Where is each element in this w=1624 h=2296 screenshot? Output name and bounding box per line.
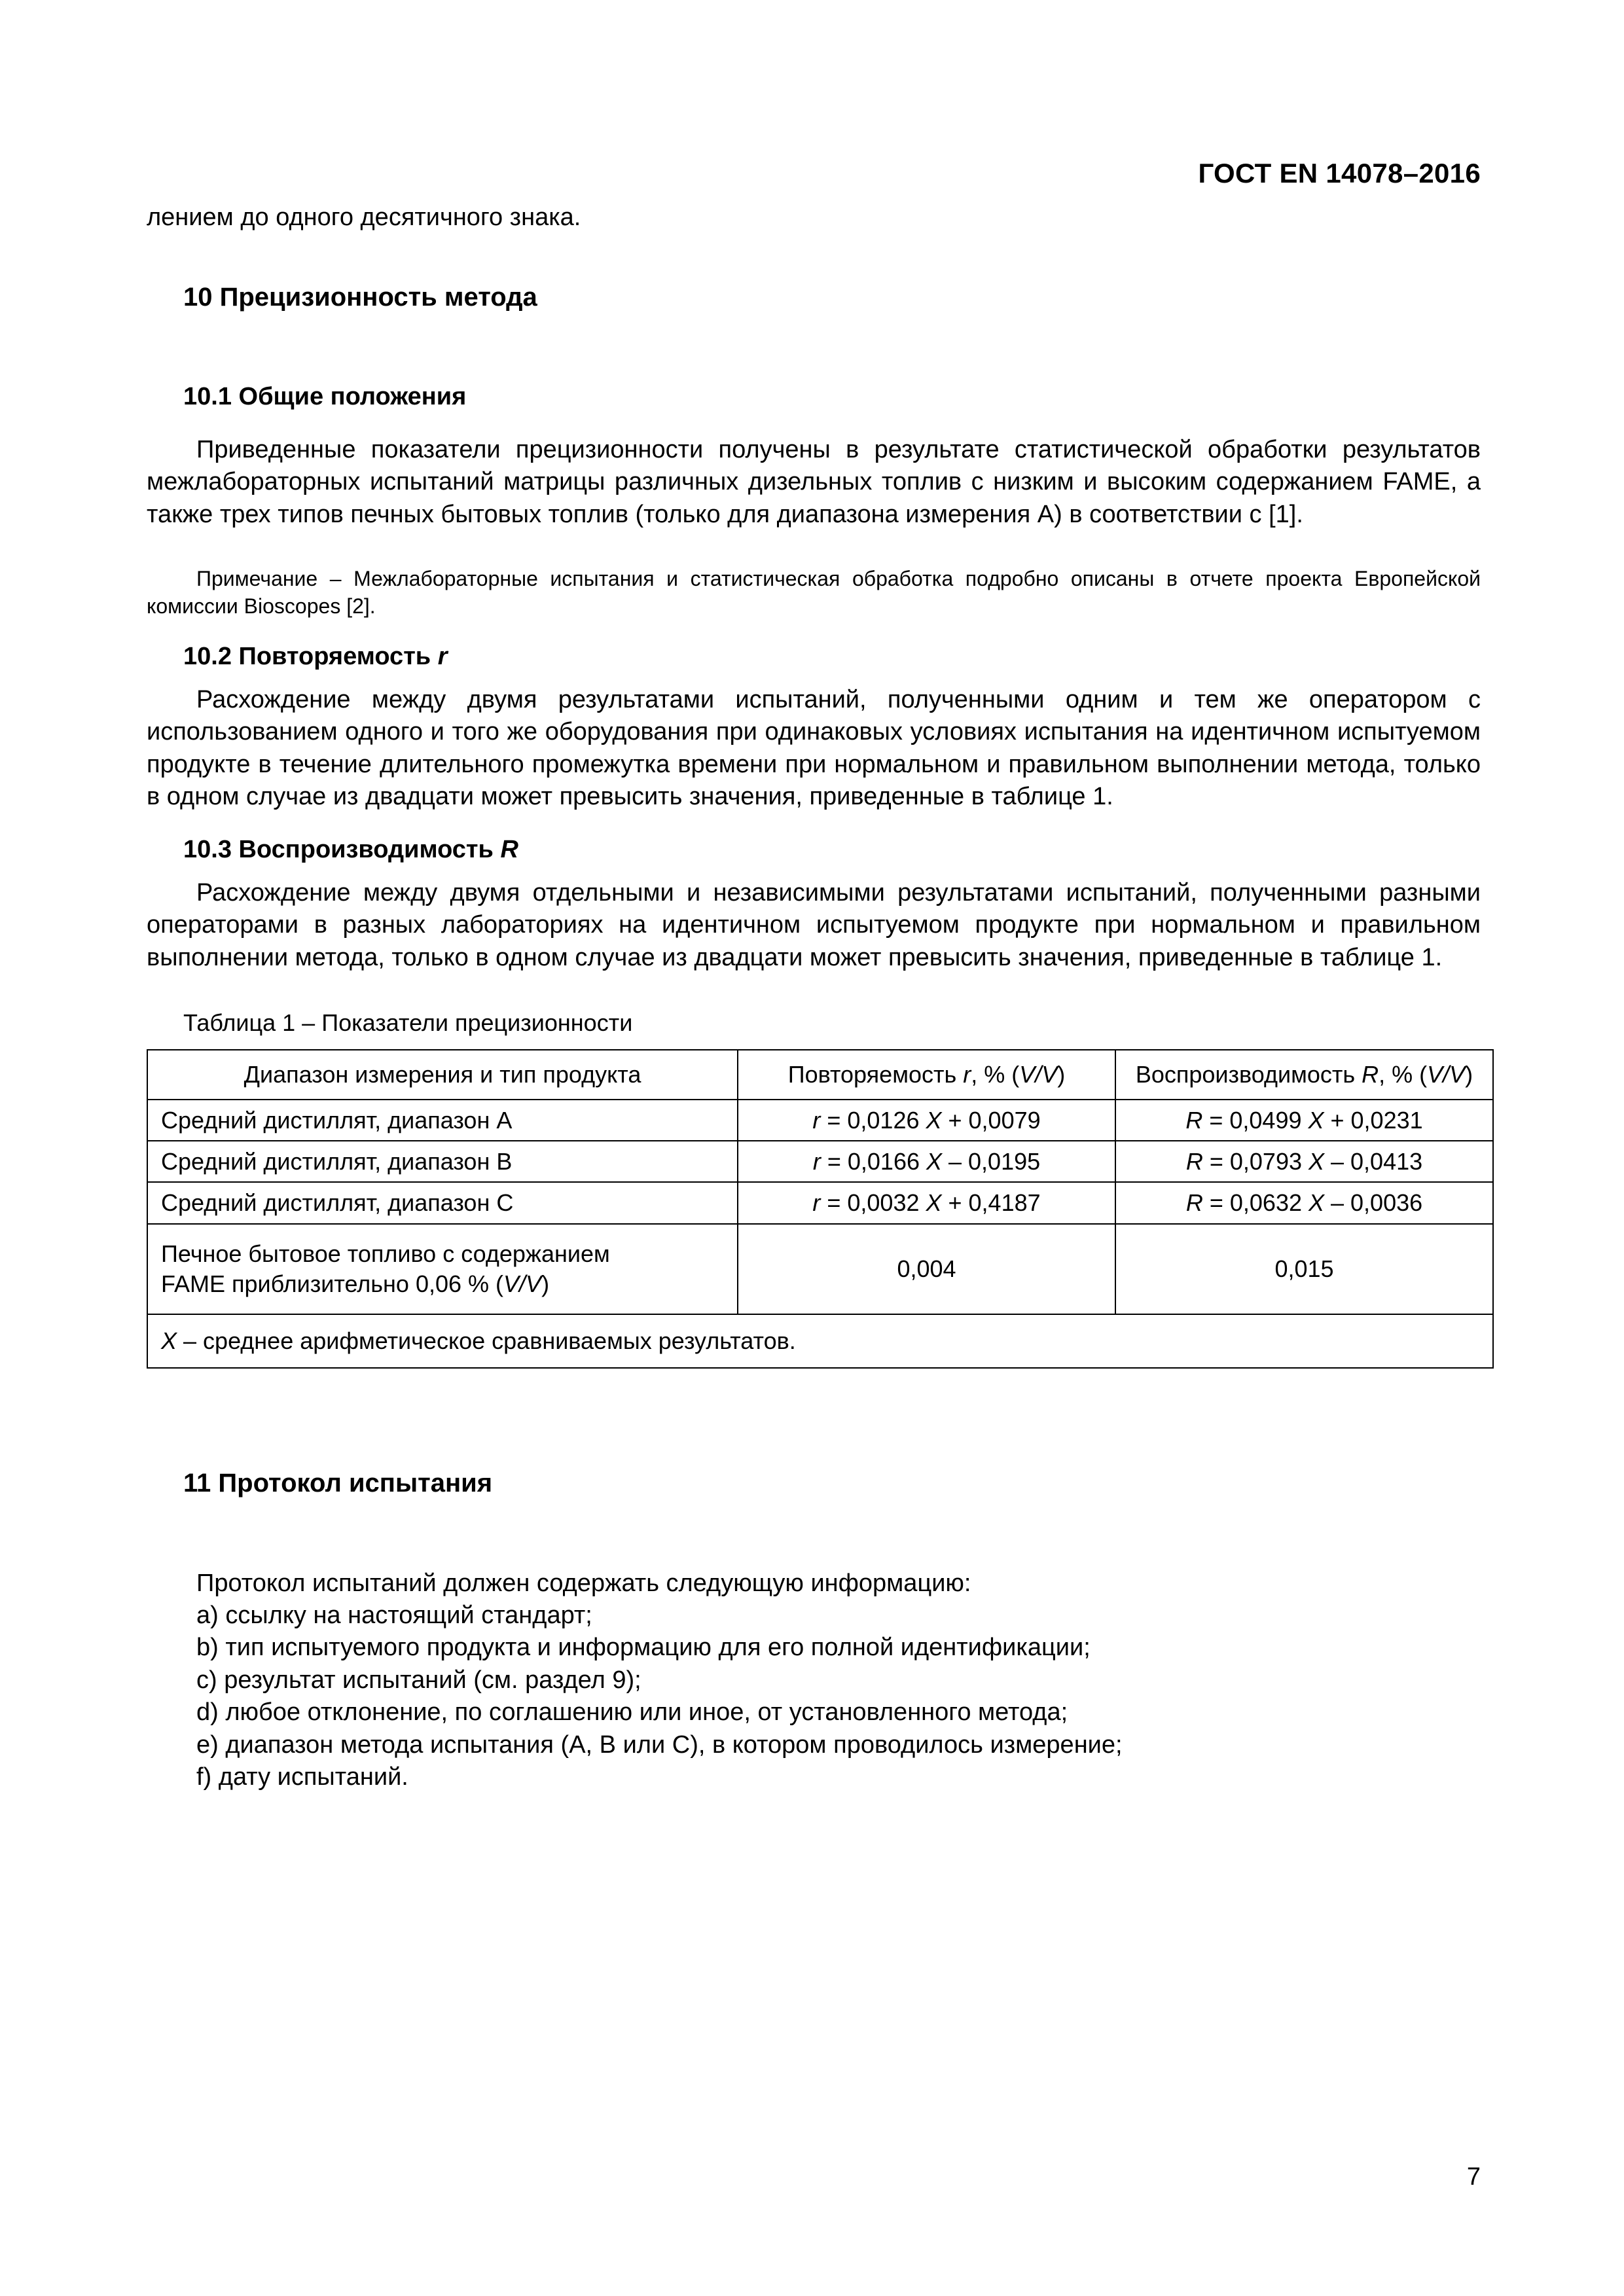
table-cell-product: Средний дистиллят, диапазон А xyxy=(147,1100,738,1141)
formula-tail: + 0,0079 xyxy=(941,1106,1041,1134)
table-cell-reproducibility xyxy=(1115,1182,1493,1223)
table-cell-product: Средний дистиллят, диапазон В xyxy=(147,1141,738,1182)
formula-variable: X xyxy=(926,1189,942,1217)
spacer xyxy=(147,974,1481,1008)
repeatability-symbol: r xyxy=(437,642,448,670)
header-R-unit: V/V xyxy=(1427,1061,1466,1088)
section-10-heading: 10 Прецизионность метода xyxy=(183,283,537,312)
list-item: f) дату испытаний. xyxy=(196,1763,408,1791)
list-item: b) тип испытуемого продукта и информацию для его полной идентификации; xyxy=(196,1634,1091,1662)
standard-header: ГОСТ EN 14078–2016 xyxy=(1198,158,1481,188)
table-row xyxy=(147,1141,1493,1182)
spacer xyxy=(147,672,1481,684)
formula-tail: – 0,0195 xyxy=(942,1147,1041,1175)
formula-tail: – 0,0036 xyxy=(1324,1189,1423,1217)
formula-part: = 0,0793 xyxy=(1202,1147,1308,1175)
formula-part: = 0,0499 xyxy=(1202,1106,1308,1134)
formula-symbol: R xyxy=(1185,1189,1203,1217)
section-10-3-paragraph: Расхождение между двумя отдельными и независимыми результатами испытаний, полученными разными операторами в разных лабораториях на идентичном испытуемом продукте при нормальном и правильном выполнении метода, только в одном случае из двадцати может превысить значения, приведенные в таблице 1. xyxy=(147,879,1481,971)
spacer xyxy=(147,413,1481,434)
page-content xyxy=(147,0,1481,1793)
spacer xyxy=(147,234,1481,281)
list-item: a) ссылку на настоящий стандарт; xyxy=(196,1602,592,1630)
spacer xyxy=(147,1499,1481,1568)
table-header-reproducibility xyxy=(1115,1050,1493,1099)
footnote-text: – среднее арифметическое сравниваемых результатов. xyxy=(177,1327,796,1355)
spacer xyxy=(147,865,1481,877)
formula-symbol: r xyxy=(812,1147,821,1175)
formula-variable: X xyxy=(926,1106,942,1134)
table-cell-reproducibility xyxy=(1115,1100,1493,1141)
formula-variable: X xyxy=(1308,1189,1324,1217)
carryover-line: лением до одного десятичного знака. xyxy=(147,204,581,231)
header-r-unit: V/V xyxy=(1019,1061,1058,1088)
table-footnote xyxy=(147,1314,1493,1368)
header-R-prefix: Воспроизводимость xyxy=(1135,1061,1362,1088)
formula-variable: X xyxy=(926,1147,942,1175)
header-r-close: ) xyxy=(1057,1061,1066,1088)
header-R-suffix: , % ( xyxy=(1379,1061,1428,1088)
formula-symbol: r xyxy=(812,1106,821,1134)
section-10-2-paragraph: Расхождение между двумя результатами испытаний, полученными одним и тем же оператором с использованием одного и того же оборудования при одинаковых условиях испытания на идентичном испытуемом продукте в течение длительного промежутка времени при нормальном и правильном выполнении метода, только в одном случае из двадцати может превысить значения, приведенные в таблице 1. xyxy=(147,686,1481,811)
table-footnote-row xyxy=(147,1314,1493,1368)
section-10-1-note: Примечание – Межлабораторные испытания и статистическая обработка подробно описаны в отчете проекта Европейской комиссии Bioscopes [2]. xyxy=(147,567,1481,619)
fame-line-2-prefix: FAME приблизительно 0,06 % ( xyxy=(161,1270,504,1297)
table-cell-repeatability xyxy=(738,1182,1115,1223)
section-10-1-paragraph: Приведенные показатели прецизионности получены в результате статистической обработки результатов межлабораторных испытаний матрицы различных дизельных топлив с низким и высоким содержанием FAME, а также трех типов печных бытовых топлив (только для диапазона измерения А) в соответствии с [1]. xyxy=(147,435,1481,528)
table-caption: Таблица 1 – Показатели прецизионности xyxy=(183,1009,633,1037)
footnote-symbol: X xyxy=(161,1327,177,1355)
table-header-repeatability xyxy=(738,1050,1115,1099)
table-cell-repeatability xyxy=(738,1100,1115,1141)
section-10-1-heading: 10.1 Общие положения xyxy=(183,383,467,411)
header-R-symbol: R xyxy=(1362,1061,1379,1088)
table-cell-repeatability xyxy=(738,1141,1115,1182)
formula-symbol: r xyxy=(812,1189,821,1217)
formula-symbol: R xyxy=(1185,1106,1203,1134)
reproducibility-symbol: R xyxy=(500,835,518,863)
fame-line-2-close: ) xyxy=(541,1270,550,1297)
formula-part: = 0,0166 xyxy=(820,1147,926,1175)
formula-part: = 0,0126 xyxy=(820,1106,926,1134)
formula-tail: + 0,4187 xyxy=(941,1189,1041,1217)
formula-tail: + 0,0231 xyxy=(1324,1106,1423,1134)
precision-table xyxy=(147,1049,1494,1368)
list-item: e) диапазон метода испытания (А, В или С), в котором проводилось измерение; xyxy=(196,1731,1123,1759)
spacer xyxy=(147,1037,1481,1049)
header-R-close: ) xyxy=(1465,1061,1473,1088)
table-row-fame xyxy=(147,1224,1493,1314)
table-cell-product-fame xyxy=(147,1224,738,1314)
list-item: c) результат испытаний (см. раздел 9); xyxy=(196,1666,641,1694)
header-r-symbol: r xyxy=(963,1061,971,1088)
formula-tail: – 0,0413 xyxy=(1324,1147,1423,1175)
spacer xyxy=(147,531,1481,565)
table-cell-repeatability-fame: 0,004 xyxy=(738,1224,1115,1314)
table-row xyxy=(147,1182,1493,1223)
table-row xyxy=(147,1100,1493,1141)
list-item: d) любое отклонение, по соглашению или иное, от установленного метода; xyxy=(196,1698,1068,1727)
table-cell-product: Средний дистиллят, диапазон С xyxy=(147,1182,738,1223)
spacer xyxy=(147,814,1481,834)
spacer xyxy=(147,1369,1481,1467)
section-10-3-heading-text: 10.3 Воспроизводимость xyxy=(183,835,501,863)
spacer xyxy=(147,620,1481,641)
page-number: 7 xyxy=(1466,2163,1481,2191)
table-cell-reproducibility-fame: 0,015 xyxy=(1115,1224,1493,1314)
table-cell-reproducibility xyxy=(1115,1141,1493,1182)
section-10-3-heading xyxy=(147,834,1481,866)
header-r-prefix: Повторяемость xyxy=(787,1061,964,1088)
spacer xyxy=(147,314,1481,382)
formula-variable: X xyxy=(1308,1147,1324,1175)
formula-part: = 0,0632 xyxy=(1202,1189,1308,1217)
formula-part: = 0,0032 xyxy=(820,1189,926,1217)
section-10-2-heading xyxy=(147,641,1481,673)
section-11-intro: Протокол испытаний должен содержать следующую информацию: xyxy=(196,1569,971,1597)
fame-line-1: Печное бытовое топливо с содержанием xyxy=(161,1240,610,1268)
header-r-suffix: , % ( xyxy=(971,1061,1020,1088)
section-11-heading: 11 Протокол испытания xyxy=(183,1468,493,1498)
formula-symbol: R xyxy=(1185,1147,1203,1175)
table-header-product: Диапазон измерения и тип продукта xyxy=(147,1050,738,1099)
table-header-row xyxy=(147,1050,1493,1099)
formula-variable: X xyxy=(1308,1106,1324,1134)
fame-unit: V/V xyxy=(503,1270,542,1297)
section-10-2-heading-text: 10.2 Повторяемость xyxy=(183,642,438,670)
